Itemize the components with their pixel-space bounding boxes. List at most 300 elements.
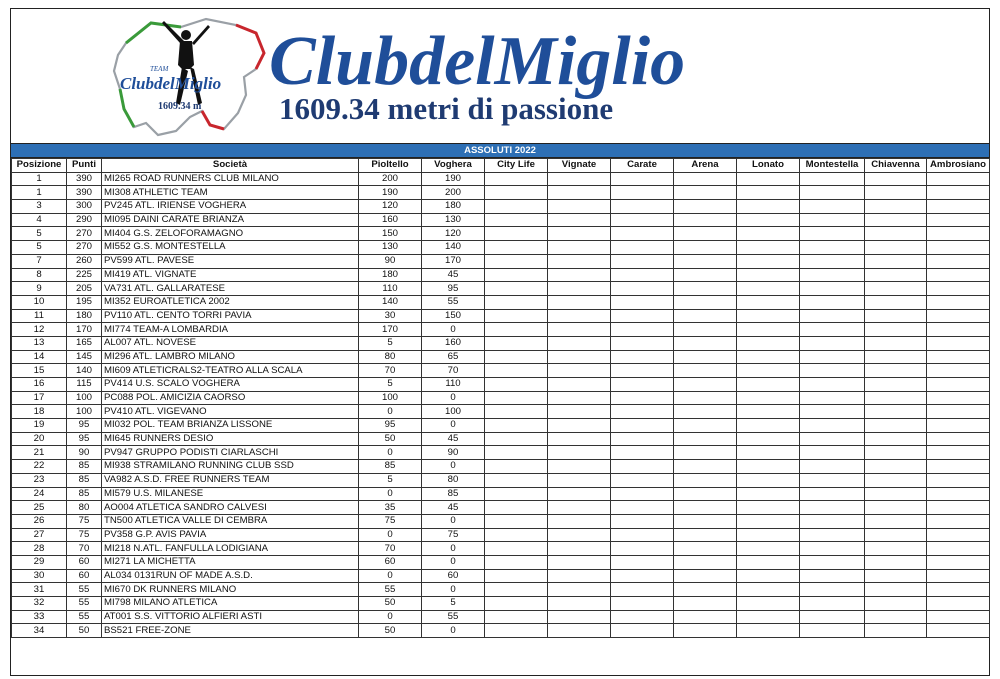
empty-race-cell <box>674 282 737 296</box>
empty-race-cell <box>548 555 611 569</box>
empty-race-cell <box>674 569 737 583</box>
position-cell: 14 <box>12 350 67 364</box>
empty-race-cell <box>737 336 800 350</box>
empty-race-cell <box>927 460 990 474</box>
empty-race-cell <box>800 514 865 528</box>
empty-race-cell <box>800 241 865 255</box>
empty-race-cell <box>800 473 865 487</box>
empty-race-cell <box>865 555 927 569</box>
empty-race-cell <box>865 200 927 214</box>
empty-race-cell <box>485 364 548 378</box>
pioltello-cell: 0 <box>359 487 422 501</box>
position-cell: 13 <box>12 336 67 350</box>
team-cell: MI645 RUNNERS DESIO <box>102 432 359 446</box>
table-row <box>12 172 990 186</box>
ranking-table <box>11 158 990 638</box>
empty-race-cell <box>674 350 737 364</box>
pioltello-cell: 140 <box>359 295 422 309</box>
empty-race-cell <box>737 487 800 501</box>
pioltello-cell: 100 <box>359 391 422 405</box>
voghera-cell: 60 <box>422 569 485 583</box>
team-cell: MI609 ATLETICRALS2-TEATRO ALLA SCALA <box>102 364 359 378</box>
team-cell: MI579 U.S. MILANESE <box>102 487 359 501</box>
empty-race-cell <box>800 364 865 378</box>
empty-race-cell <box>865 254 927 268</box>
runner-italy-map-logo <box>106 13 276 139</box>
column-header: Carate <box>611 159 674 173</box>
empty-race-cell <box>611 528 674 542</box>
team-cell: PV947 GRUPPO PODISTI CIARLASCHI <box>102 446 359 460</box>
empty-race-cell <box>865 583 927 597</box>
table-row <box>12 542 990 556</box>
empty-race-cell <box>611 432 674 446</box>
empty-race-cell <box>800 186 865 200</box>
team-cell: MI308 ATHLETIC TEAM <box>102 186 359 200</box>
table-row <box>12 391 990 405</box>
empty-race-cell <box>865 336 927 350</box>
empty-race-cell <box>611 227 674 241</box>
points-cell: 55 <box>67 610 102 624</box>
table-row <box>12 514 990 528</box>
points-cell: 290 <box>67 213 102 227</box>
logo-distance-text: 1609.34 m <box>158 101 202 112</box>
empty-race-cell <box>674 419 737 433</box>
empty-race-cell <box>611 295 674 309</box>
empty-race-cell <box>674 323 737 337</box>
position-cell: 8 <box>12 268 67 282</box>
points-cell: 145 <box>67 350 102 364</box>
pioltello-cell: 160 <box>359 213 422 227</box>
empty-race-cell <box>611 514 674 528</box>
empty-race-cell <box>485 597 548 611</box>
empty-race-cell <box>737 555 800 569</box>
team-cell: MI095 DAINI CARATE BRIANZA <box>102 213 359 227</box>
empty-race-cell <box>737 241 800 255</box>
header-banner <box>11 9 989 143</box>
empty-race-cell <box>674 227 737 241</box>
empty-race-cell <box>548 542 611 556</box>
table-row <box>12 323 990 337</box>
empty-race-cell <box>737 391 800 405</box>
empty-race-cell <box>865 323 927 337</box>
column-header: Arena <box>674 159 737 173</box>
pioltello-cell: 130 <box>359 241 422 255</box>
empty-race-cell <box>927 309 990 323</box>
empty-race-cell <box>674 200 737 214</box>
column-header: Voghera <box>422 159 485 173</box>
empty-race-cell <box>674 241 737 255</box>
empty-race-cell <box>485 309 548 323</box>
empty-race-cell <box>737 200 800 214</box>
empty-race-cell <box>927 419 990 433</box>
pioltello-cell: 0 <box>359 610 422 624</box>
empty-race-cell <box>865 419 927 433</box>
empty-race-cell <box>548 446 611 460</box>
empty-race-cell <box>674 555 737 569</box>
empty-race-cell <box>737 501 800 515</box>
empty-race-cell <box>548 378 611 392</box>
points-cell: 170 <box>67 323 102 337</box>
team-cell: AL034 0131RUN OF MADE A.S.D. <box>102 569 359 583</box>
table-title: ASSOLUTI 2022 <box>11 143 989 158</box>
empty-race-cell <box>611 323 674 337</box>
empty-race-cell <box>611 350 674 364</box>
page-frame <box>10 8 990 676</box>
points-cell: 115 <box>67 378 102 392</box>
pioltello-cell: 120 <box>359 200 422 214</box>
points-cell: 60 <box>67 555 102 569</box>
empty-race-cell <box>611 378 674 392</box>
empty-race-cell <box>485 227 548 241</box>
empty-race-cell <box>485 610 548 624</box>
empty-race-cell <box>548 391 611 405</box>
column-header: Punti <box>67 159 102 173</box>
voghera-cell: 95 <box>422 282 485 296</box>
team-cell: VA731 ATL. GALLARATESE <box>102 282 359 296</box>
pioltello-cell: 75 <box>359 514 422 528</box>
empty-race-cell <box>737 227 800 241</box>
empty-race-cell <box>865 514 927 528</box>
empty-race-cell <box>485 528 548 542</box>
empty-race-cell <box>485 350 548 364</box>
empty-race-cell <box>611 610 674 624</box>
empty-race-cell <box>737 432 800 446</box>
empty-race-cell <box>800 501 865 515</box>
empty-race-cell <box>737 460 800 474</box>
empty-race-cell <box>737 446 800 460</box>
empty-race-cell <box>548 583 611 597</box>
empty-race-cell <box>674 268 737 282</box>
pioltello-cell: 0 <box>359 528 422 542</box>
empty-race-cell <box>737 295 800 309</box>
empty-race-cell <box>800 542 865 556</box>
voghera-cell: 0 <box>422 542 485 556</box>
voghera-cell: 100 <box>422 405 485 419</box>
table-row <box>12 350 990 364</box>
empty-race-cell <box>865 597 927 611</box>
pioltello-cell: 190 <box>359 186 422 200</box>
empty-race-cell <box>865 432 927 446</box>
empty-race-cell <box>674 364 737 378</box>
table-row <box>12 555 990 569</box>
table-row <box>12 378 990 392</box>
table-row <box>12 583 990 597</box>
pioltello-cell: 80 <box>359 350 422 364</box>
position-cell: 24 <box>12 487 67 501</box>
empty-race-cell <box>548 350 611 364</box>
empty-race-cell <box>674 254 737 268</box>
empty-race-cell <box>548 282 611 296</box>
empty-race-cell <box>485 569 548 583</box>
empty-race-cell <box>737 172 800 186</box>
empty-race-cell <box>737 419 800 433</box>
empty-race-cell <box>674 405 737 419</box>
voghera-cell: 90 <box>422 446 485 460</box>
points-cell: 390 <box>67 172 102 186</box>
position-cell: 33 <box>12 610 67 624</box>
position-cell: 11 <box>12 309 67 323</box>
empty-race-cell <box>611 241 674 255</box>
empty-race-cell <box>737 213 800 227</box>
empty-race-cell <box>865 364 927 378</box>
empty-race-cell <box>611 200 674 214</box>
empty-race-cell <box>485 419 548 433</box>
team-cell: MI265 ROAD RUNNERS CLUB MILANO <box>102 172 359 186</box>
empty-race-cell <box>927 446 990 460</box>
pioltello-cell: 5 <box>359 473 422 487</box>
team-cell: MI296 ATL. LAMBRO MILANO <box>102 350 359 364</box>
empty-race-cell <box>548 487 611 501</box>
empty-race-cell <box>800 555 865 569</box>
empty-race-cell <box>611 446 674 460</box>
empty-race-cell <box>485 473 548 487</box>
voghera-cell: 0 <box>422 419 485 433</box>
voghera-cell: 45 <box>422 268 485 282</box>
voghera-cell: 0 <box>422 624 485 638</box>
table-header-row <box>12 159 990 173</box>
empty-race-cell <box>927 295 990 309</box>
position-cell: 16 <box>12 378 67 392</box>
empty-race-cell <box>485 555 548 569</box>
empty-race-cell <box>737 514 800 528</box>
empty-race-cell <box>927 268 990 282</box>
empty-race-cell <box>611 501 674 515</box>
points-cell: 225 <box>67 268 102 282</box>
voghera-cell: 140 <box>422 241 485 255</box>
table-row <box>12 309 990 323</box>
empty-race-cell <box>548 624 611 638</box>
empty-race-cell <box>611 172 674 186</box>
empty-race-cell <box>800 419 865 433</box>
empty-race-cell <box>800 583 865 597</box>
logo-name-text: ClubdelMiglio <box>120 74 222 93</box>
pioltello-cell: 110 <box>359 282 422 296</box>
team-cell: AO004 ATLETICA SANDRO CALVESI <box>102 501 359 515</box>
empty-race-cell <box>865 610 927 624</box>
empty-race-cell <box>611 268 674 282</box>
empty-race-cell <box>927 610 990 624</box>
empty-race-cell <box>927 555 990 569</box>
position-cell: 17 <box>12 391 67 405</box>
points-cell: 165 <box>67 336 102 350</box>
empty-race-cell <box>927 172 990 186</box>
team-cell: MI798 MILANO ATLETICA <box>102 597 359 611</box>
empty-race-cell <box>674 186 737 200</box>
empty-race-cell <box>865 213 927 227</box>
empty-race-cell <box>800 487 865 501</box>
empty-race-cell <box>927 487 990 501</box>
empty-race-cell <box>865 569 927 583</box>
voghera-cell: 190 <box>422 172 485 186</box>
empty-race-cell <box>674 583 737 597</box>
empty-race-cell <box>485 282 548 296</box>
empty-race-cell <box>737 254 800 268</box>
empty-race-cell <box>737 364 800 378</box>
empty-race-cell <box>927 597 990 611</box>
voghera-cell: 5 <box>422 597 485 611</box>
empty-race-cell <box>927 227 990 241</box>
table-row <box>12 432 990 446</box>
empty-race-cell <box>800 172 865 186</box>
position-cell: 7 <box>12 254 67 268</box>
position-cell: 23 <box>12 473 67 487</box>
table-row <box>12 610 990 624</box>
points-cell: 95 <box>67 419 102 433</box>
empty-race-cell <box>674 336 737 350</box>
position-cell: 18 <box>12 405 67 419</box>
table-row <box>12 460 990 474</box>
points-cell: 100 <box>67 405 102 419</box>
empty-race-cell <box>674 624 737 638</box>
position-cell: 19 <box>12 419 67 433</box>
empty-race-cell <box>485 514 548 528</box>
position-cell: 21 <box>12 446 67 460</box>
empty-race-cell <box>865 391 927 405</box>
empty-race-cell <box>674 542 737 556</box>
table-row <box>12 405 990 419</box>
table-row <box>12 569 990 583</box>
brand-title: ClubdelMiglio <box>269 23 686 100</box>
empty-race-cell <box>800 378 865 392</box>
empty-race-cell <box>927 186 990 200</box>
empty-race-cell <box>737 542 800 556</box>
table-row <box>12 282 990 296</box>
team-cell: PV599 ATL. PAVESE <box>102 254 359 268</box>
empty-race-cell <box>927 282 990 296</box>
empty-race-cell <box>611 583 674 597</box>
voghera-cell: 85 <box>422 487 485 501</box>
empty-race-cell <box>865 446 927 460</box>
points-cell: 390 <box>67 186 102 200</box>
empty-race-cell <box>737 405 800 419</box>
column-header: Pioltello <box>359 159 422 173</box>
column-header: Vignate <box>548 159 611 173</box>
empty-race-cell <box>865 487 927 501</box>
empty-race-cell <box>737 309 800 323</box>
team-cell: TN500 ATLETICA VALLE DI CEMBRA <box>102 514 359 528</box>
empty-race-cell <box>800 282 865 296</box>
points-cell: 100 <box>67 391 102 405</box>
position-cell: 28 <box>12 542 67 556</box>
pioltello-cell: 150 <box>359 227 422 241</box>
empty-race-cell <box>737 268 800 282</box>
voghera-cell: 0 <box>422 391 485 405</box>
empty-race-cell <box>485 624 548 638</box>
empty-race-cell <box>927 514 990 528</box>
empty-race-cell <box>548 528 611 542</box>
column-header: Montestella <box>800 159 865 173</box>
table-row <box>12 597 990 611</box>
empty-race-cell <box>548 213 611 227</box>
team-cell: MI552 G.S. MONTESTELLA <box>102 241 359 255</box>
table-row <box>12 487 990 501</box>
position-cell: 1 <box>12 186 67 200</box>
empty-race-cell <box>485 446 548 460</box>
empty-race-cell <box>485 378 548 392</box>
empty-race-cell <box>927 405 990 419</box>
empty-race-cell <box>800 405 865 419</box>
pioltello-cell: 0 <box>359 569 422 583</box>
empty-race-cell <box>674 432 737 446</box>
table-row <box>12 186 990 200</box>
empty-race-cell <box>800 624 865 638</box>
empty-race-cell <box>611 624 674 638</box>
voghera-cell: 170 <box>422 254 485 268</box>
voghera-cell: 80 <box>422 473 485 487</box>
voghera-cell: 55 <box>422 295 485 309</box>
empty-race-cell <box>927 583 990 597</box>
voghera-cell: 75 <box>422 528 485 542</box>
empty-race-cell <box>611 405 674 419</box>
empty-race-cell <box>611 473 674 487</box>
brand-tagline: 1609.34 metri di passione <box>279 91 614 126</box>
voghera-cell: 200 <box>422 186 485 200</box>
empty-race-cell <box>611 460 674 474</box>
empty-race-cell <box>485 583 548 597</box>
pioltello-cell: 30 <box>359 309 422 323</box>
empty-race-cell <box>674 514 737 528</box>
voghera-cell: 0 <box>422 460 485 474</box>
points-cell: 80 <box>67 501 102 515</box>
empty-race-cell <box>737 528 800 542</box>
pioltello-cell: 5 <box>359 336 422 350</box>
team-cell: MI938 STRAMILANO RUNNING CLUB SSD <box>102 460 359 474</box>
voghera-cell: 70 <box>422 364 485 378</box>
table-row <box>12 213 990 227</box>
empty-race-cell <box>800 268 865 282</box>
empty-race-cell <box>800 610 865 624</box>
pioltello-cell: 0 <box>359 446 422 460</box>
empty-race-cell <box>674 528 737 542</box>
pioltello-cell: 70 <box>359 364 422 378</box>
empty-race-cell <box>927 213 990 227</box>
pioltello-cell: 180 <box>359 268 422 282</box>
empty-race-cell <box>485 254 548 268</box>
empty-race-cell <box>548 405 611 419</box>
empty-race-cell <box>548 186 611 200</box>
points-cell: 55 <box>67 597 102 611</box>
empty-race-cell <box>485 487 548 501</box>
pioltello-cell: 50 <box>359 597 422 611</box>
position-cell: 30 <box>12 569 67 583</box>
table-row <box>12 241 990 255</box>
empty-race-cell <box>611 419 674 433</box>
empty-race-cell <box>611 364 674 378</box>
empty-race-cell <box>611 391 674 405</box>
empty-race-cell <box>485 323 548 337</box>
points-cell: 85 <box>67 460 102 474</box>
table-row <box>12 446 990 460</box>
position-cell: 12 <box>12 323 67 337</box>
points-cell: 270 <box>67 241 102 255</box>
position-cell: 1 <box>12 172 67 186</box>
empty-race-cell <box>485 391 548 405</box>
points-cell: 270 <box>67 227 102 241</box>
points-cell: 75 <box>67 514 102 528</box>
team-cell: AT001 S.S. VITTORIO ALFIERI ASTI <box>102 610 359 624</box>
pioltello-cell: 35 <box>359 501 422 515</box>
pioltello-cell: 95 <box>359 419 422 433</box>
team-cell: PV358 G.P. AVIS PAVIA <box>102 528 359 542</box>
empty-race-cell <box>800 597 865 611</box>
empty-race-cell <box>548 610 611 624</box>
empty-race-cell <box>927 391 990 405</box>
table-row <box>12 624 990 638</box>
empty-race-cell <box>548 254 611 268</box>
team-cell: PV414 U.S. SCALO VOGHERA <box>102 378 359 392</box>
empty-race-cell <box>800 254 865 268</box>
position-cell: 4 <box>12 213 67 227</box>
